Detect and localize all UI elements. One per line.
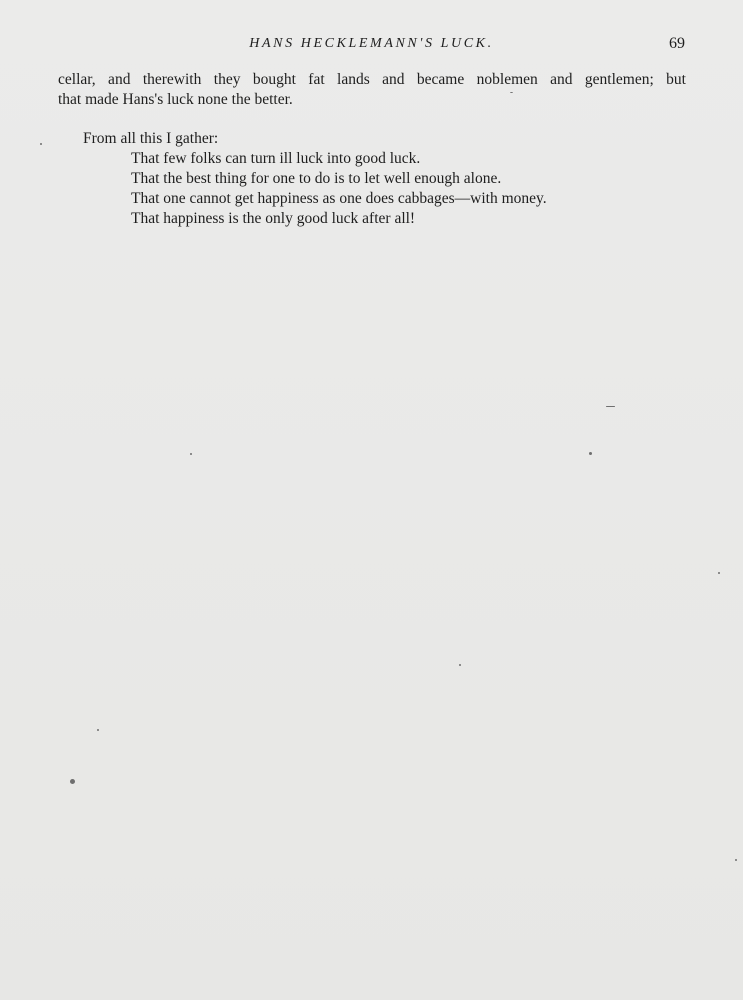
- paper-speck: [40, 143, 42, 145]
- conclusion-intro: From all this I gather:: [83, 130, 219, 147]
- maxim-line: That one cannot get happiness as one does cabbages—with money.: [131, 190, 547, 207]
- maxim-line: That happiness is the only good luck after all!: [131, 210, 416, 227]
- paper-speck: [97, 729, 99, 731]
- body-text: [58, 70, 686, 229]
- page-number: 69: [669, 35, 685, 52]
- paper-speck: [718, 572, 720, 574]
- paper-speck: [606, 406, 615, 407]
- paper-speck: [510, 92, 513, 93]
- paragraph-line: that made Hans's luck none the better.: [58, 91, 293, 108]
- maxim-line: That the best thing for one to do is to let well enough alone.: [131, 170, 502, 187]
- paper-speck: [589, 452, 592, 455]
- paper-speck: [190, 453, 192, 455]
- paragraph-line: cellar, and therewith they bought fat lands and became noblemen and gentlemen; but: [58, 71, 686, 88]
- maxim-line: That few folks can turn ill luck into good luck.: [131, 150, 421, 167]
- paper-speck: [459, 664, 461, 666]
- paper-speck: [70, 779, 75, 784]
- paper-speck: [735, 859, 737, 861]
- running-head: HANS HECKLEMANN'S LUCK.: [249, 36, 494, 51]
